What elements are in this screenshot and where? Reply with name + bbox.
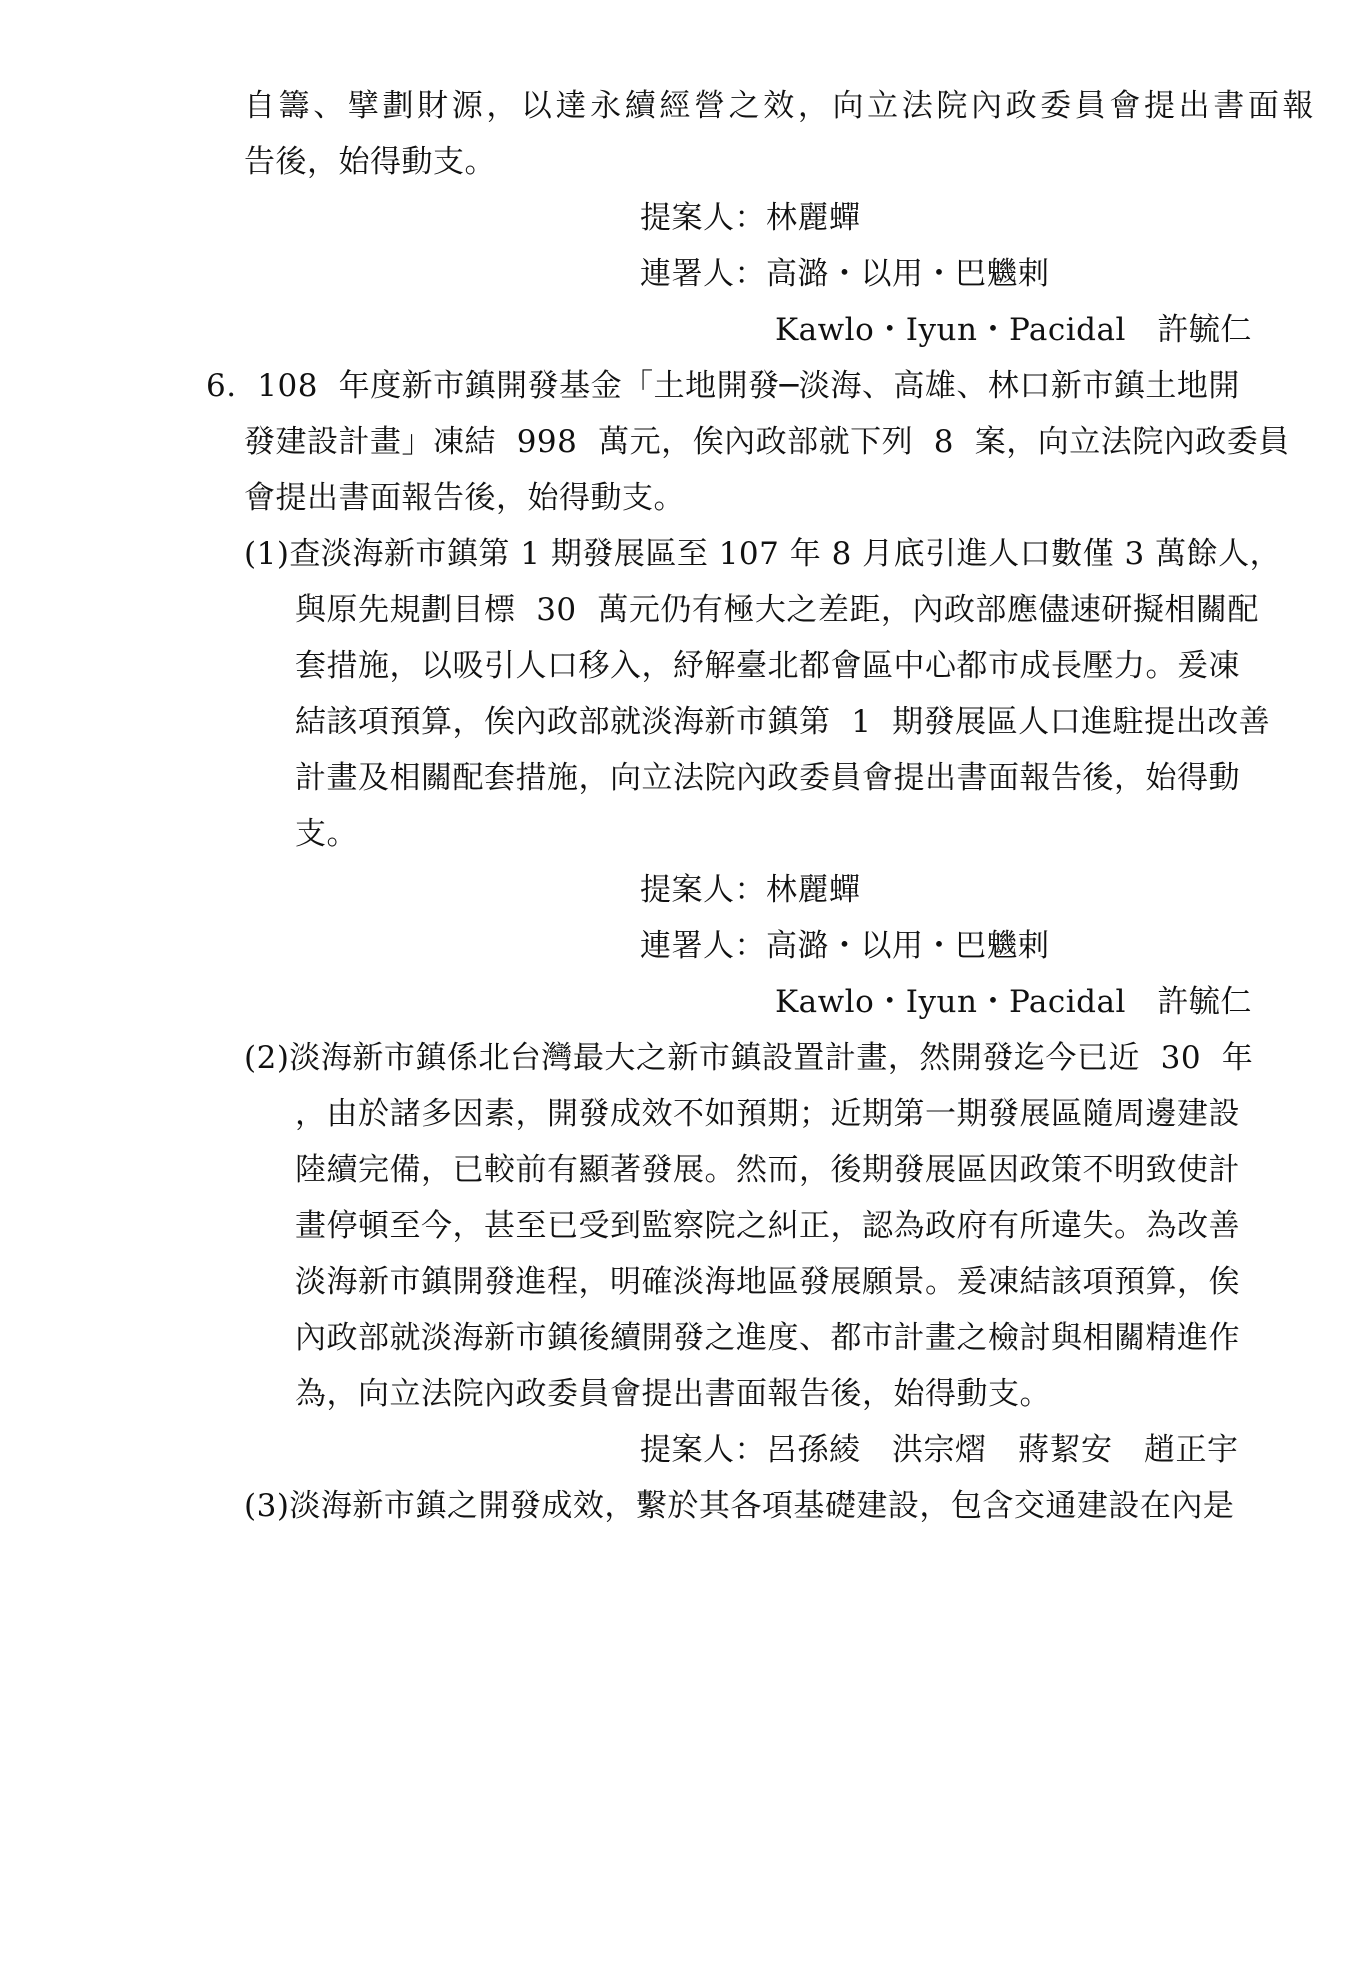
text-line: 計畫及相關配套措施，向立法院內政委員會提出書面報告後，始得動 <box>295 760 1240 796</box>
subitem-heading: (3)淡海新市鎮之開發成效，繫於其各項基礎建設，包含交通建設在內是 <box>244 1488 1235 1524</box>
text-line: 畫停頓至今，甚至已受到監察院之糾正，認為政府有所違失。為改善 <box>295 1208 1240 1244</box>
text-line: 與原先規劃目標 30 萬元仍有極大之差距，內政部應儘速研擬相關配 <box>295 592 1259 628</box>
text-line: 套措施，以吸引人口移入，紓解臺北都會區中心都市成長壓力。爰凍 <box>295 648 1240 684</box>
text-line: 發建設計畫」凍結 998 萬元，俟內政部就下列 8 案，向立法院內政委員 <box>244 424 1290 460</box>
subitem-heading: (2)淡海新市鎮係北台灣最大之新市鎮設置計畫，然開發迄今已近 30 年 <box>244 1040 1254 1076</box>
text-line: 內政部就淡海新市鎮後續開發之進度、都市計畫之檢討與相關精進作 <box>295 1320 1240 1356</box>
text-line: 淡海新市鎮開發進程，明確淡海地區發展願景。爰凍結該項預算，俟 <box>295 1264 1240 1300</box>
proposer-line: 提案人：林麗蟬 <box>640 200 861 236</box>
proposer-line: 提案人：林麗蟬 <box>640 872 861 908</box>
text-line: 自籌、擘劃財源，以達永續經營之效，向立法院內政委員會提出書面報 <box>244 88 1314 124</box>
text-line: 支。 <box>295 816 358 852</box>
subitem-heading: (1)查淡海新市鎮第 1 期發展區至 107 年 8 月底引進人口數僅 3 萬餘人， <box>244 536 1282 572</box>
text-line: 結該項預算，俟內政部就淡海新市鎮第 1 期發展區人口進駐提出改善 <box>295 704 1271 740</box>
text-line: 告後，始得動支。 <box>244 144 496 180</box>
text-line: 為，向立法院內政委員會提出書面報告後，始得動支。 <box>295 1376 1051 1412</box>
cosigner-line: 連署人：高潞・以用・巴魕剌 <box>640 928 1050 964</box>
cosigner-line: Kawlo・Iyun・Pacidal 許毓仁 <box>775 984 1252 1020</box>
cosigner-line: Kawlo・Iyun・Pacidal 許毓仁 <box>775 312 1252 348</box>
text-line: 會提出書面報告後，始得動支。 <box>244 480 685 516</box>
cosigner-line: 連署人：高潞・以用・巴魕剌 <box>640 256 1050 292</box>
text-line: 陸續完備，已較前有顯著發展。然而，後期發展區因政策不明致使計 <box>295 1152 1240 1188</box>
item-heading: 6. 108 年度新市鎮開發基金「土地開發─淡海、高雄、林口新市鎮土地開 <box>206 368 1240 404</box>
text-line: ，由於諸多因素，開發成效不如預期；近期第一期發展區隨周邊建設 <box>295 1096 1240 1132</box>
proposer-line: 提案人：呂孫綾 洪宗熠 蔣絜安 趙正宇 <box>640 1432 1239 1468</box>
